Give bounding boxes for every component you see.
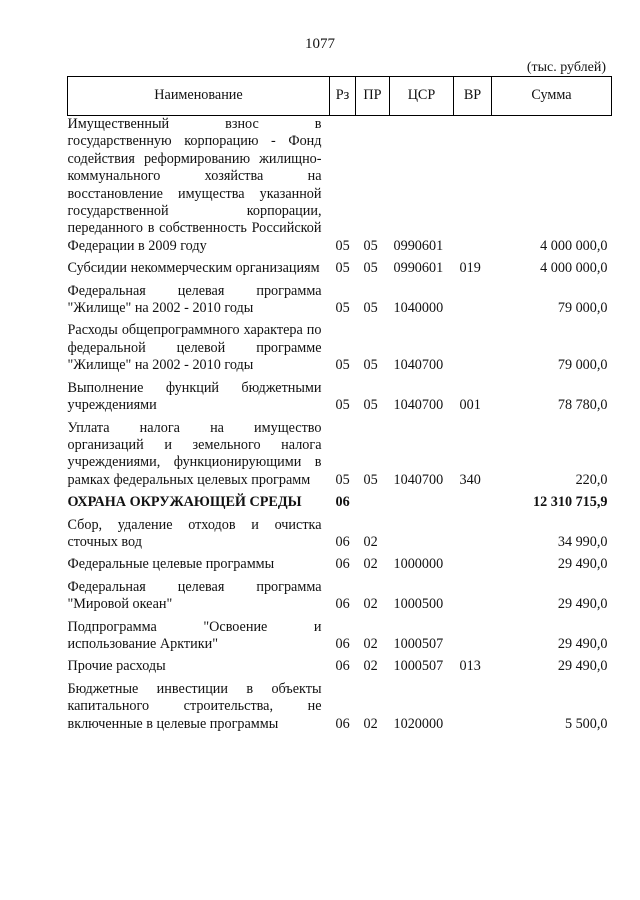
row-name: Федеральные целевые программы <box>67 556 275 573</box>
row-name: Уплата налога на имущество организаций и земельного налога учреждениями, функционирующими в рамках федеральных целевых программ <box>67 419 322 488</box>
row-csr: 1040700 <box>393 397 444 414</box>
row-sum: 29 490,0 <box>557 658 608 675</box>
row-vr: 013 <box>459 658 481 675</box>
row-pr: 02 <box>363 658 378 675</box>
row-name: Субсидии некоммерческим организациям <box>67 260 320 277</box>
row-name: Имущественный взнос в государственную корпорацию - Фонд содействия реформированию жилищно-коммунального хозяйства на восстановление имущества указанной государственной корпорации, переданного в собственность Российской Федерации в 2009 году <box>67 116 322 254</box>
table-row <box>68 551 612 573</box>
row-pr: 05 <box>363 397 378 414</box>
row-rz: 06 <box>335 556 350 573</box>
table-row <box>68 415 612 490</box>
row-rz: 05 <box>335 260 350 277</box>
header-sum: Сумма <box>492 77 612 116</box>
row-rz: 05 <box>335 237 350 254</box>
table-row <box>68 116 612 256</box>
table-row <box>68 574 612 614</box>
row-sum: 12 310 715,9 <box>533 494 608 511</box>
row-sum: 220,0 <box>575 471 608 488</box>
row-rz: 06 <box>335 596 350 613</box>
row-csr: 1000507 <box>393 635 444 652</box>
header-csr: ЦСР <box>390 77 454 116</box>
row-pr: 02 <box>363 596 378 613</box>
row-vr <box>454 317 492 374</box>
header-vr: ВР <box>454 77 492 116</box>
table-row <box>68 676 612 733</box>
row-sum: 29 490,0 <box>557 556 608 573</box>
row-pr <box>356 489 390 511</box>
row-vr <box>454 551 492 573</box>
table-row <box>68 375 612 415</box>
header-pr: ПР <box>356 77 390 116</box>
row-sum: 78 780,0 <box>557 397 608 414</box>
row-rz: 06 <box>335 658 350 675</box>
row-sum: 29 490,0 <box>557 635 608 652</box>
row-pr: 02 <box>363 533 378 550</box>
row-rz: 05 <box>335 471 350 488</box>
row-vr <box>454 278 492 318</box>
row-vr: 019 <box>459 260 481 277</box>
row-vr: 001 <box>459 397 481 414</box>
row-name: Прочие расходы <box>67 658 166 675</box>
row-csr <box>390 512 454 552</box>
row-rz: 05 <box>335 357 350 374</box>
row-pr: 05 <box>363 300 378 317</box>
budget-table <box>67 76 612 733</box>
row-sum: 4 000 000,0 <box>540 260 608 277</box>
row-name: Расходы общепрограммного характера по федеральной целевой программе "Жилище" на 2002 - 2010 годы <box>67 322 322 374</box>
row-name: Федеральная целевая программа "Жилище" на 2002 - 2010 годы <box>67 282 322 317</box>
page-number: 1077 <box>305 36 335 52</box>
row-sum: 79 000,0 <box>557 357 608 374</box>
row-name: Подпрограмма "Освоение и использование Арктики" <box>67 618 322 652</box>
table-row-section <box>68 489 612 511</box>
row-name: Федеральная целевая программа "Мировой океан" <box>67 578 322 613</box>
table-row <box>68 512 612 552</box>
table-row <box>68 614 612 654</box>
units-label: (тыс. рублей) <box>526 60 606 75</box>
row-pr: 05 <box>363 471 378 488</box>
row-rz: 05 <box>335 397 350 414</box>
row-rz: 06 <box>335 635 350 652</box>
row-vr <box>454 676 492 733</box>
row-pr: 02 <box>363 556 378 573</box>
row-sum: 79 000,0 <box>557 300 608 317</box>
row-pr: 05 <box>363 237 378 254</box>
row-pr: 02 <box>363 635 378 652</box>
table-row <box>68 653 612 675</box>
row-sum: 34 990,0 <box>557 533 608 550</box>
table-row <box>68 278 612 318</box>
row-rz: 06 <box>335 533 350 550</box>
row-pr: 05 <box>363 260 378 277</box>
row-csr: 1020000 <box>393 715 444 732</box>
row-name: Сбор, удаление отходов и очистка сточных вод <box>67 516 322 550</box>
row-rz: 06 <box>335 715 350 732</box>
row-sum: 4 000 000,0 <box>540 237 608 254</box>
row-pr: 02 <box>363 715 378 732</box>
row-name: Выполнение функций бюджетными учреждениями <box>67 379 322 414</box>
row-csr: 1000000 <box>393 556 444 573</box>
row-csr: 1040700 <box>393 471 444 488</box>
row-sum: 29 490,0 <box>557 596 608 613</box>
row-rz: 06 <box>335 494 350 511</box>
row-name: Бюджетные инвестиции в объекты капитального строительства, не включенные в целевые программы <box>67 680 322 732</box>
header-rz: Рз <box>330 77 356 116</box>
table-header-row <box>68 77 612 116</box>
row-pr: 05 <box>363 357 378 374</box>
row-csr: 1000500 <box>393 596 444 613</box>
row-csr: 1040700 <box>393 357 444 374</box>
row-vr <box>454 614 492 654</box>
row-vr: 340 <box>459 471 481 488</box>
row-sum: 5 500,0 <box>564 715 608 732</box>
table-row <box>68 255 612 277</box>
header-name: Наименование <box>68 77 330 116</box>
row-vr <box>454 512 492 552</box>
row-vr <box>454 116 492 256</box>
table-row <box>68 317 612 374</box>
row-name: ОХРАНА ОКРУЖАЮЩЕЙ СРЕДЫ <box>67 494 302 511</box>
row-csr: 0990601 <box>393 260 444 277</box>
row-csr: 1000507 <box>393 658 444 675</box>
row-csr: 0990601 <box>393 237 444 254</box>
row-csr <box>390 489 454 511</box>
row-rz: 05 <box>335 300 350 317</box>
row-csr: 1040000 <box>393 300 444 317</box>
row-vr <box>454 574 492 614</box>
row-vr <box>454 489 492 511</box>
